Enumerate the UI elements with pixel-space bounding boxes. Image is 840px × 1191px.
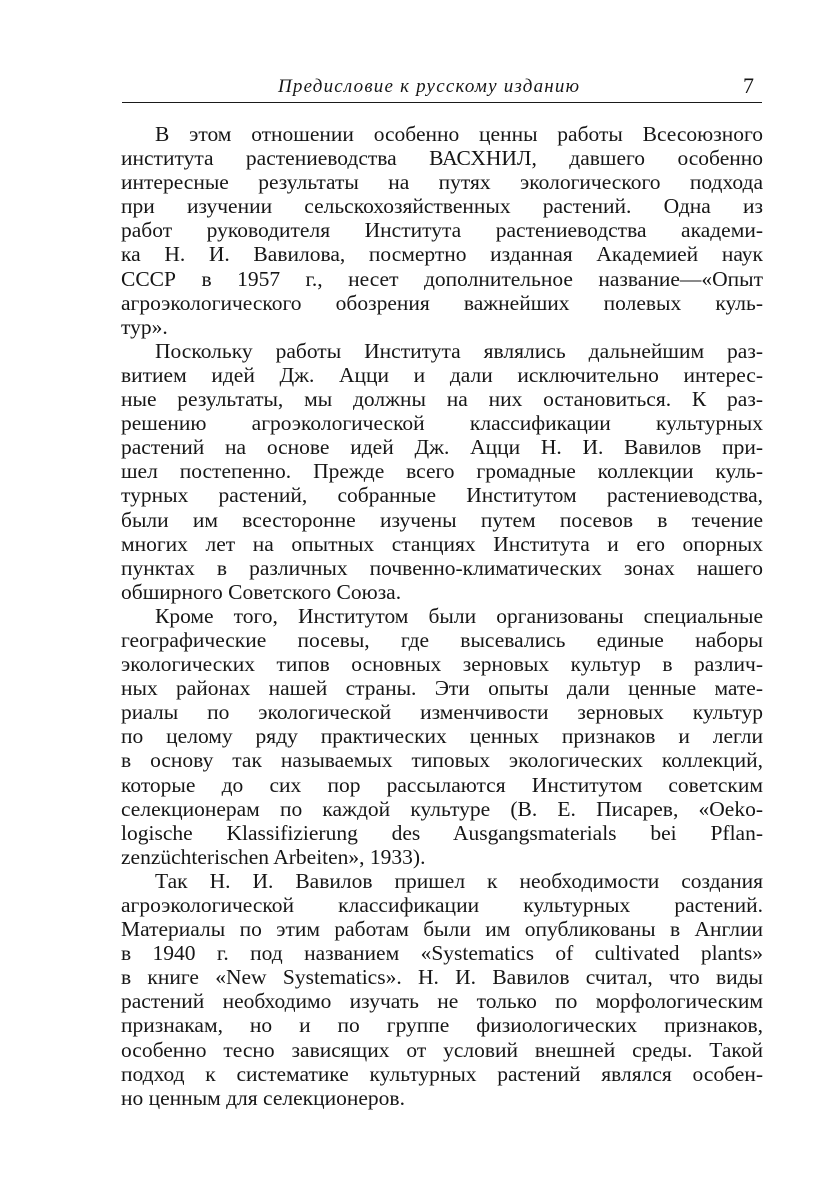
text-line: которые до сих пор рассылаются Институтом советским: [121, 772, 763, 797]
text-line: растений необходимо изучать не только по морфологическим: [121, 989, 763, 1014]
text-line: работ руководителя Института растениеводства академи-: [121, 218, 763, 243]
text-line: решению агроэкологической классификации культурных: [121, 411, 763, 436]
running-head: [122, 72, 762, 103]
text-line: признакам, но и по группе физиологических признаков,: [121, 1013, 763, 1038]
text-line: шел постепенно. Прежде всего громадные коллекции куль-: [121, 459, 763, 484]
text-line: интересные результаты на путях экологического подхода: [121, 170, 763, 195]
text-line: пунктах в различных почвенно-климатических зонах нашего: [121, 555, 763, 580]
text-line: многих лет на опытных станциях Института и его опорных: [121, 531, 763, 556]
text-line: СССР в 1957 г., несет дополнительное название—«Опыт: [121, 266, 763, 291]
text-line: подход к систематике культурных растений являлся особен-: [121, 1061, 763, 1086]
text-line: обширного Советского Союза.: [121, 579, 402, 604]
paragraph: [121, 604, 763, 869]
paragraph: [121, 869, 763, 1110]
text-line: растений на основе идей Дж. Ацци Н. И. Вавилов при-: [121, 435, 763, 460]
page-number: 7: [743, 73, 754, 98]
paragraph: [121, 339, 763, 604]
text-line: Так Н. И. Вавилов пришел к необходимости создания: [155, 868, 763, 893]
text-line: logische Klassifizierung des Ausgangsmaterials bei Pflan-: [121, 820, 763, 845]
body-text: [121, 122, 763, 1110]
text-line: В этом отношении особенно ценны работы Всесоюзного: [155, 122, 763, 146]
text-line: агроэкологического обозрения важнейших полевых куль-: [121, 290, 763, 315]
text-line: ных районах нашей страны. Эти опыты дали ценные мате-: [121, 676, 763, 701]
text-line: риалы по экологической изменчивости зерновых культур: [121, 700, 763, 725]
text-line: агроэкологической классификации культурных растений.: [121, 893, 763, 917]
text-line: географические посевы, где высевались единые наборы: [121, 627, 763, 652]
text-line: тур».: [121, 314, 168, 339]
text-line: института растениеводства ВАСХНИЛ, давшего особенно: [121, 146, 763, 171]
text-line: Материалы по этим работам были им опубликованы в Англии: [121, 917, 763, 942]
text-line: в основу так называемых типовых экологических коллекций,: [121, 748, 763, 773]
text-line: ные результаты, мы должны на них остановиться. К раз-: [121, 387, 763, 412]
text-line: особенно тесно зависящих от условий внешней среды. Такой: [121, 1037, 763, 1062]
text-line: турных растений, собранные Институтом растениеводства,: [121, 483, 763, 508]
text-line: Поскольку работы Института являлись дальнейшим раз-: [155, 338, 763, 363]
text-line: витием идей Дж. Ацци и дали исключительно интерес-: [121, 362, 763, 387]
text-line: по целому ряду практических ценных признаков и легли: [121, 724, 763, 749]
text-line: Кроме того, Институтом были организованы специальные: [155, 603, 763, 628]
text-line: селекционерам по каждой культуре (В. Е. Писарев, «Oeko-: [121, 796, 763, 821]
text-line: в 1940 г. под названием «Systematics of cultivated plants»: [121, 941, 763, 966]
text-line: были им всесторонне изучены путем посевов в течение: [121, 507, 763, 532]
running-head-title: Предисловие к русскому изданию: [278, 76, 581, 97]
text-line: zenzüchterischen Arbeiten», 1933).: [121, 844, 426, 869]
text-line: в книге «New Systematics». Н. И. Вавилов считал, что виды: [121, 965, 763, 990]
paragraph: [121, 122, 763, 339]
text-line: но ценным для селекционеров.: [121, 1085, 405, 1110]
text-line: ка Н. И. Вавилова, посмертно изданная Академией наук: [121, 242, 763, 267]
text-line: при изучении сельскохозяйственных растений. Одна из: [121, 194, 763, 219]
text-line: экологических типов основных зерновых культур в различ-: [121, 652, 763, 677]
